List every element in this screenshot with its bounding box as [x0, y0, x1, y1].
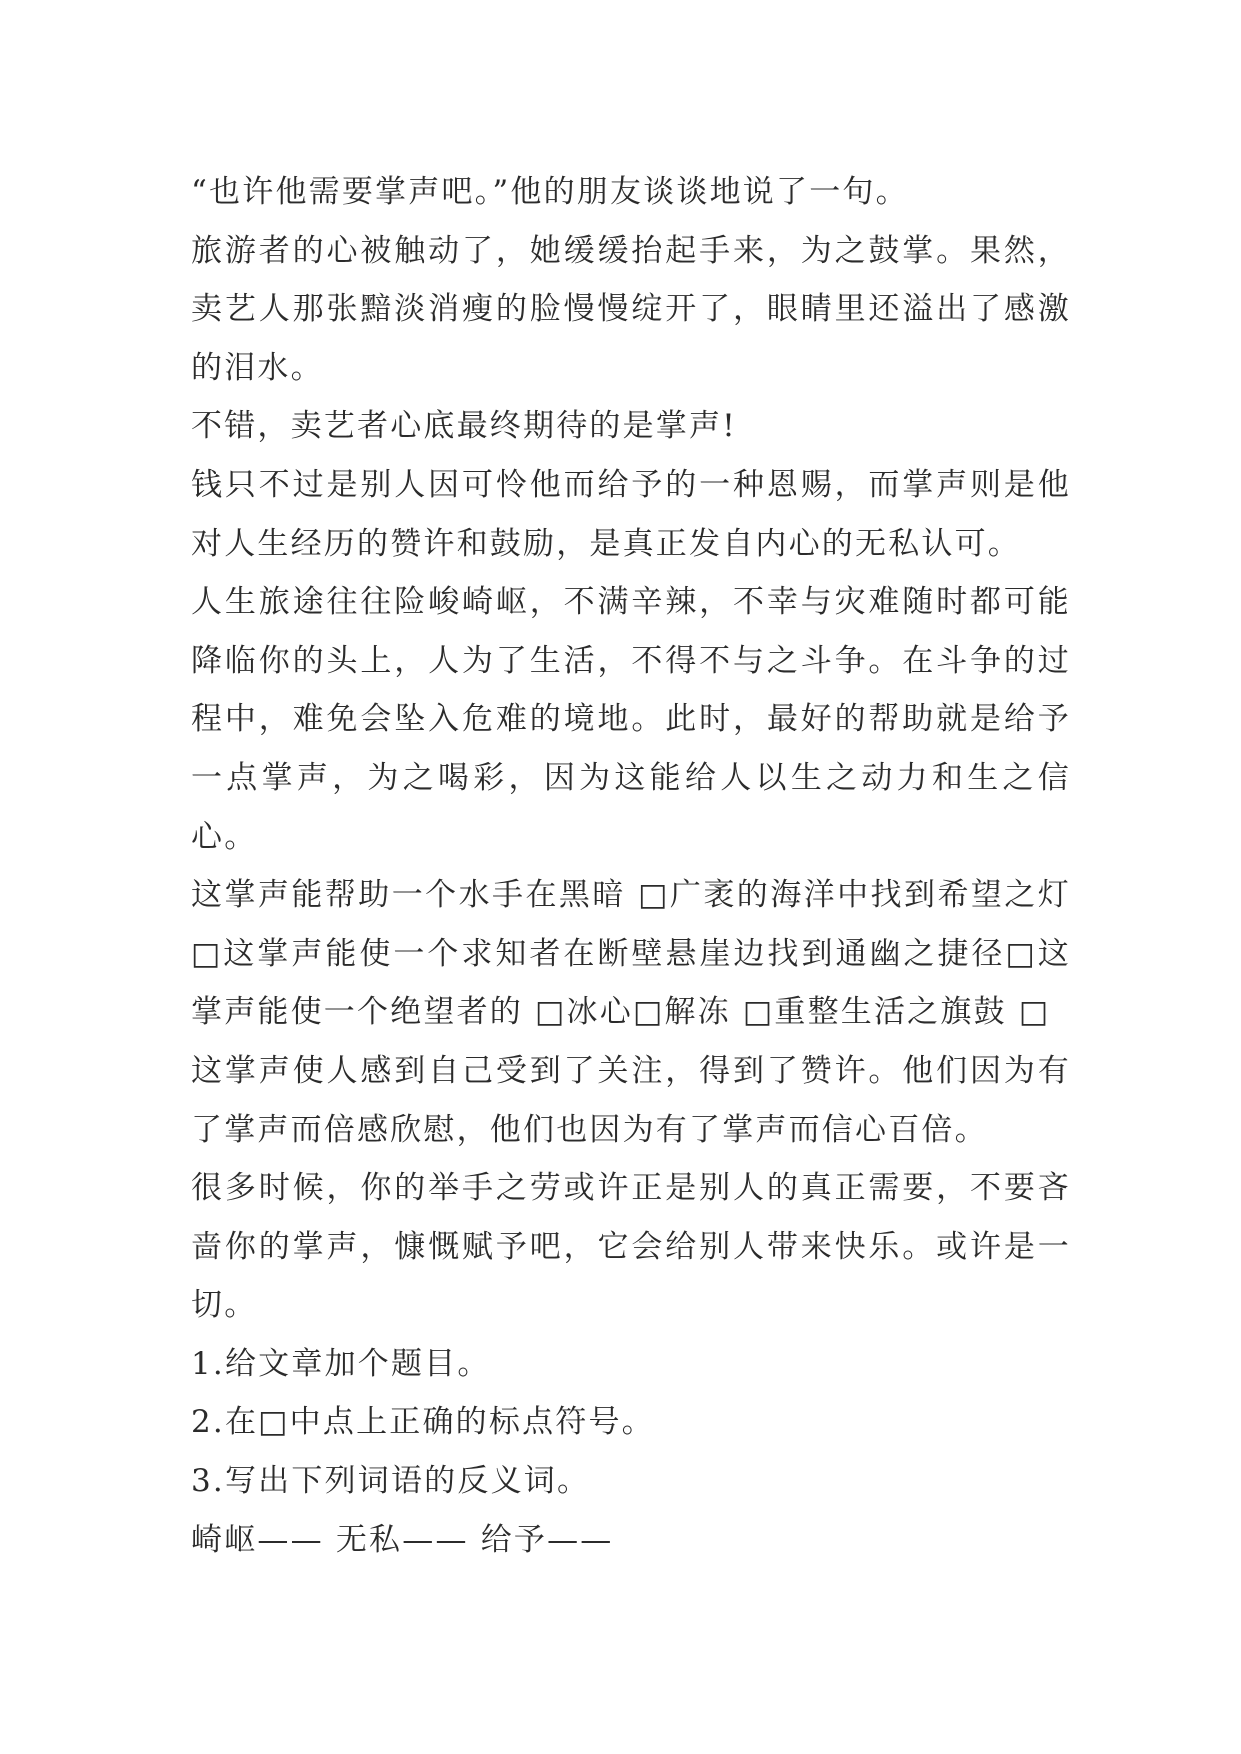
paragraph-money-vs-applause: 钱只不过是别人因可怜他而给予的一种恩赐，而掌声则是他对人生经历的赞许和鼓励，是真正发自内心的无私认可。	[191, 466, 1071, 562]
paragraph-dialogue: “也许他需要掌声吧。”他的朋友谈谈地说了一句。	[191, 174, 909, 210]
paragraph-artist-expectation: 不错，卖艺者心底最终期待的是掌声!	[191, 408, 737, 445]
question-1: 1.给文章加个题目。	[191, 1345, 491, 1382]
document-body	[191, 163, 1071, 1569]
question-3: 3.写出下列词语的反义词。	[191, 1463, 591, 1500]
question-2: 2.在□中点上正确的标点符号。	[191, 1404, 655, 1441]
paragraph-traveler-applause: 旅游者的心被触动了，她缓缓抬起手来，为之鼓掌。果然，卖艺人那张黯淡消瘦的脸慢慢绽开了，眼睛里还溢出了感激的泪水。	[191, 232, 1071, 386]
paragraph-life-journey: 人生旅途往往险峻崎岖，不满辛辣，不幸与灾难随时都可能降临你的头上，人为了生活，不得不与之斗争。在斗争的过程中，难免会坠入危难的境地。此时，最好的帮助就是给予一点掌声，为之喝彩，因为这能给人以生之动力和生之信心。	[191, 584, 1071, 855]
paragraph-applause-power: 这掌声能帮助一个水手在黑暗 □广袤的海洋中找到希望之灯 □这掌声能使一个求知者在断壁悬崖边找到通幽之捷径□这掌声能使一个绝望者的 □冰心□解冻 □重整生活之旗鼓 □	[191, 877, 1071, 1031]
paragraph-recognition: 这掌声使人感到自己受到了关注，得到了赞许。他们因为有了掌声而倍感欣慰，他们也因为有了掌声而信心百倍。	[191, 1052, 1071, 1148]
antonym-items: 崎岖—— 无私—— 给予——	[191, 1521, 614, 1558]
paragraph-conclusion: 很多时候，你的举手之劳或许正是别人的真正需要，不要吝啬你的掌声，慷慨赋予吧，它会给别人带来快乐。或许是一切。	[191, 1170, 1071, 1324]
